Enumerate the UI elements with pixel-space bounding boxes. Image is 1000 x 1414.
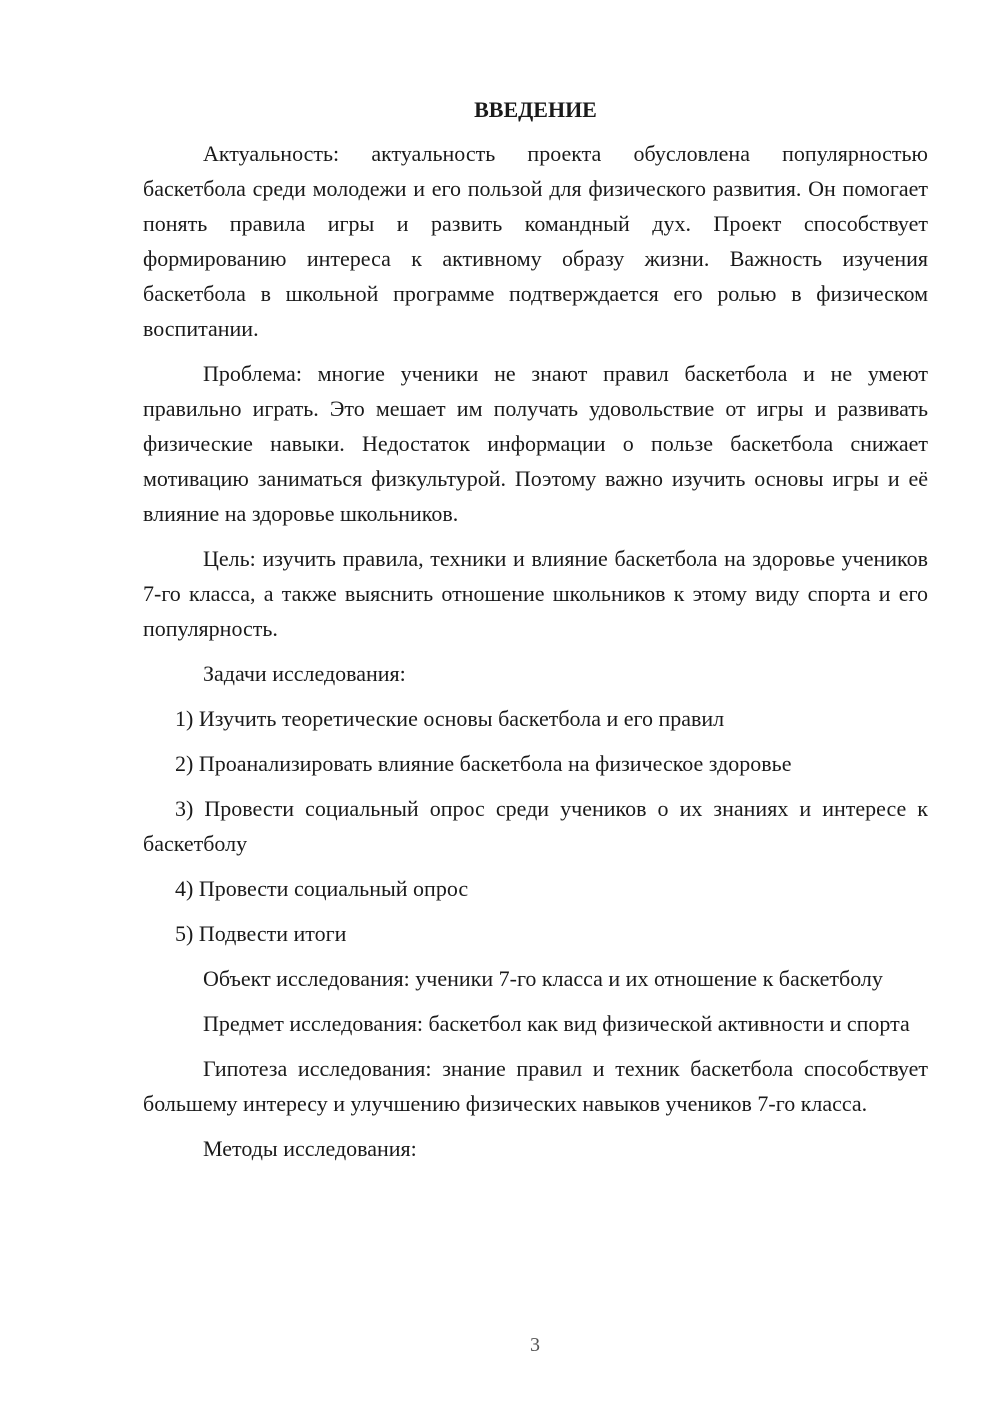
hypothesis-paragraph: Гипотеза исследования: знание правил и техник баскетбола способствует большему интересу и улучшению физических навыков учеников 7-го класса.	[143, 1056, 928, 1116]
page-title: ВВЕДЕНИЕ	[474, 97, 597, 122]
page-number: 3	[530, 1334, 540, 1356]
object-paragraph: Объект исследования: ученики 7-го класса и их отношение к баскетболу	[203, 966, 883, 991]
task-item-5: 5) Подвести итоги	[175, 921, 347, 946]
task-item-2: 2) Проанализировать влияние баскетбола на физическое здоровье	[175, 751, 792, 776]
task-item-3: 3) Провести социальный опрос среди учеников о их знаниях и интересе к баскетболу	[143, 796, 928, 856]
problem-paragraph: Проблема: многие ученики не знают правил баскетбола и не умеют правильно играть. Это мешает им получать удовольствие от игры и развивать физические навыки. Недостаток информации о пользе баскетбола снижает мотивацию заниматься физкультурой. Поэтому важно изучить основы игры и её влияние на здоровье школьников.	[143, 361, 928, 526]
page-content	[143, 96, 928, 1176]
subject-paragraph: Предмет исследования: баскетбол как вид физической активности и спорта	[203, 1011, 910, 1036]
methods-heading: Методы исследования:	[203, 1136, 417, 1161]
relevance-paragraph: Актуальность: актуальность проекта обусловлена популярностью баскетбола среди молодежи и его пользой для физического развития. Он помогает понять правила игры и развить командный дух. Проект способствует формированию интереса к активному образу жизни. Важность изучения баскетбола в школьной программе подтверждается его ролью в физическом воспитании.	[143, 141, 928, 341]
goal-paragraph: Цель: изучить правила, техники и влияние баскетбола на здоровье учеников 7-го класса, а также выяснить отношение школьников к этому виду спорта и его популярность.	[143, 546, 928, 641]
tasks-heading: Задачи исследования:	[203, 661, 406, 686]
task-item-1: 1) Изучить теоретические основы баскетбола и его правил	[175, 706, 725, 731]
task-item-4: 4) Провести социальный опрос	[175, 876, 469, 901]
